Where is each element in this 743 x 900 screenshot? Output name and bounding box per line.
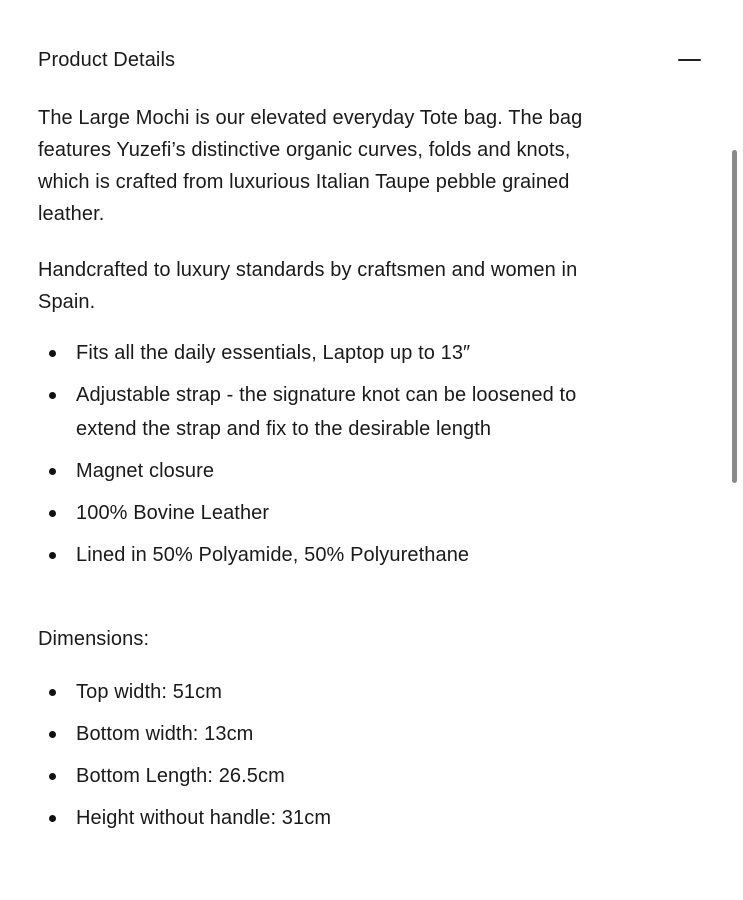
bullet-icon (49, 350, 56, 357)
list-item (38, 454, 618, 488)
scrollbar-thumb[interactable] (732, 150, 737, 483)
list-item-text: Lined in 50% Polyamide, 50% Polyurethane (76, 544, 470, 566)
list-item-text: Fits all the daily essentials, Laptop up to 13″ (76, 342, 471, 364)
bullet-icon (49, 552, 56, 559)
list-item (38, 675, 618, 709)
dimensions-heading: Dimensions: (38, 628, 150, 650)
bullet-icon (49, 392, 56, 399)
accordion-header[interactable] (38, 47, 702, 73)
bullet-icon (49, 773, 56, 780)
description-paragraph: Handcrafted to luxury standards by craftsmen and women in Spain. (38, 259, 578, 313)
list-item-text: Bottom Length: 26.5cm (76, 765, 285, 787)
list-item (38, 496, 618, 530)
list-item-text: Height without handle: 31cm (76, 807, 332, 829)
description-paragraph: The Large Mochi is our elevated everyday Tote bag. The bag features Yuzefi’s distinctive organic curves, folds and knots, which is crafted from luxurious Italian Taupe pebble grained leather. (38, 107, 583, 225)
page-title: Product Details (38, 49, 176, 71)
bullet-icon (49, 510, 56, 517)
list-item (38, 801, 618, 835)
list-item (38, 538, 618, 572)
bullet-icon (49, 731, 56, 738)
collapse-minus-icon[interactable] (678, 59, 701, 61)
list-item (38, 759, 618, 793)
list-item-text: Adjustable strap - the signature knot can be loosened to extend the strap and fix to the desirable length (76, 384, 577, 440)
list-item-text: Bottom width: 13cm (76, 723, 254, 745)
list-item-text: Magnet closure (76, 460, 215, 482)
list-item-text: 100% Bovine Leather (76, 502, 270, 524)
bullet-icon (49, 689, 56, 696)
list-item (38, 717, 618, 751)
features-list (38, 336, 618, 572)
list-item-text: Top width: 51cm (76, 681, 223, 703)
list-item (38, 336, 618, 370)
list-item (38, 378, 618, 446)
bullet-icon (49, 468, 56, 475)
bullet-icon (49, 815, 56, 822)
dimensions-list (38, 675, 618, 835)
